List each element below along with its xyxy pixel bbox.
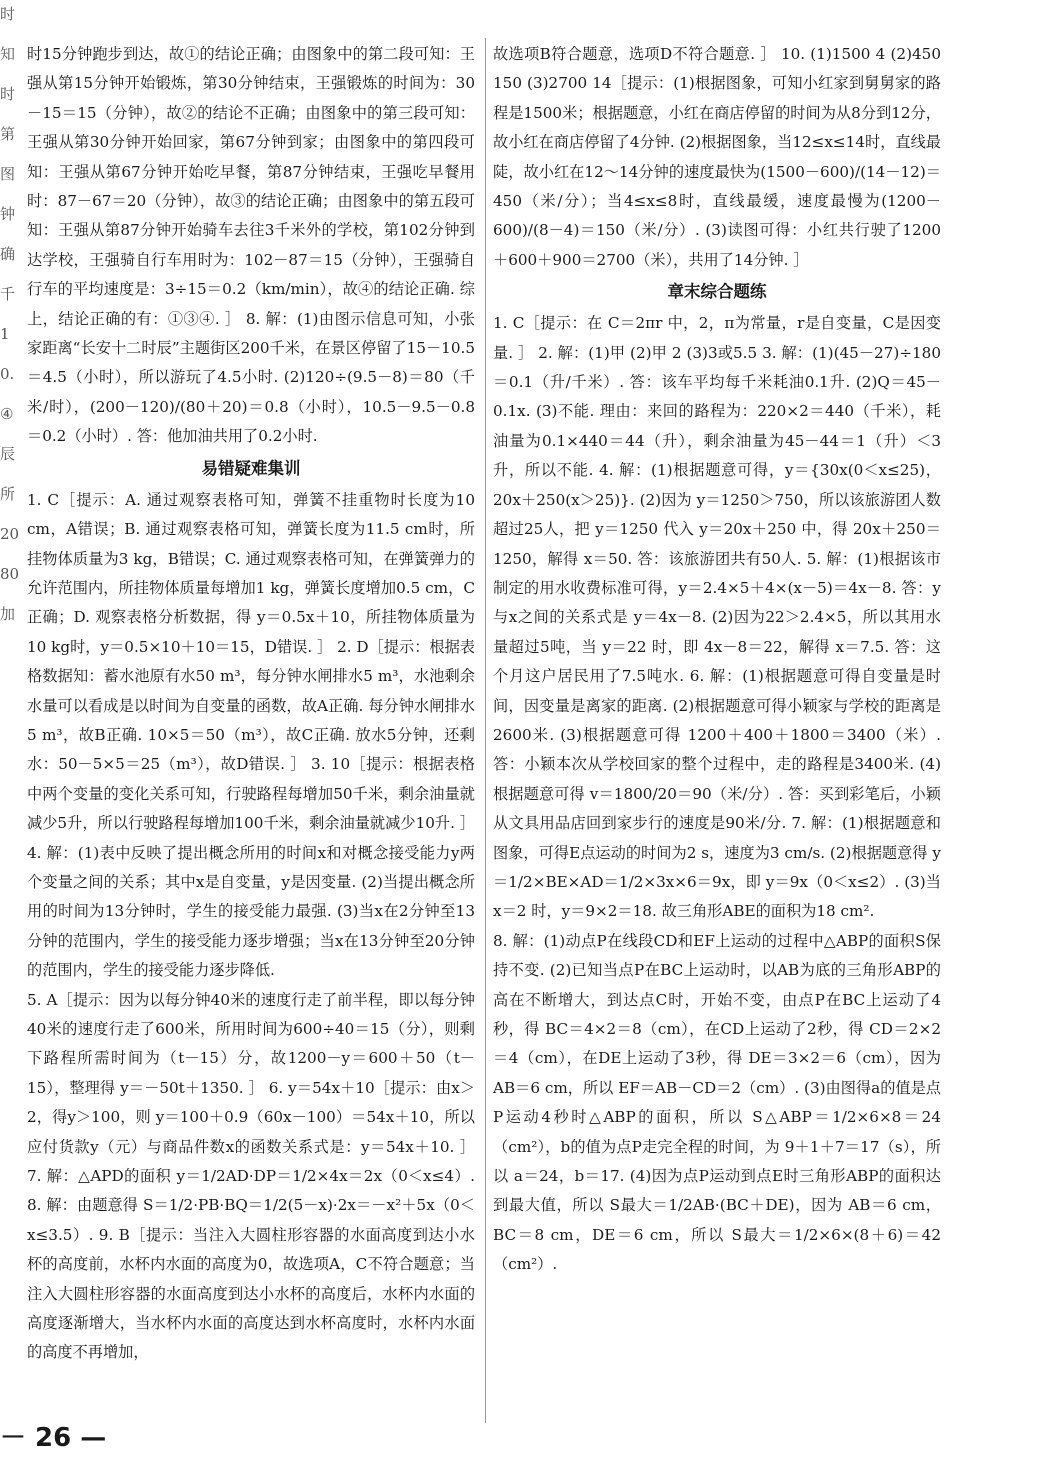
answer-paragraph: 1. C［提示：A. 通过观察表格可知，弹簧不挂重物时长度为10 cm，A错误；B. 通过观察表格可知，弹簧长度为11.5 cm时，所挂物体质量为3 kg，B错误；C. 通过观察表格可知，在弹簧弹力的允许范围内，所挂物体质量每增加1 kg，弹簧长度增加0.5 cm，C正确；D. 观察表格分析数据，得 y＝0.5x＋10，所挂物体质量为10 kg时，y＝0.5×10＋10＝15，D错误. ］ 2. D［提示：根据表格数据知：蓄水池原有水50 m³，每分钟水闸排水5 m³，水池剩余水量可以看成是以时间为自变量的函数，故A正确. 每分钟水闸排水5 m³，故B正确. 10×5＝50（m³），故C正确. 放水5分钟，还剩水：50－5×5＝25（m³），故D错误. ］ 3. 10［提示：根据表格中两个变量的变化关系可知，行驶路程每增加50千米，剩余油量就减少5升，所以行驶路程每增加100千米，剩余油量就减少10升. ］ 4. 解：(1)表中反映了提出概念所用的时间x和对概念接受能力y两个变量之间的关系；其中x是自变量，y是因变量. (2)当提出概念所用的时间为13分钟时，学生的接受能力最强. (3)当x在2分钟至13分钟的范围内，学生的接受能力逐步增强；当x在13分钟至20分钟的范围内，学生的接受能力逐步降低. (27, 490, 475, 980)
edge-fragment: 辰 (0, 445, 16, 463)
edge-fragment: 图 (0, 165, 16, 183)
answer-paragraph: 时15分钟跑步到达，故①的结论正确；由图象中的第二段可知：王强从第15分钟开始锻炼，第30分钟结束，王强锻炼的时间为：30－15＝15（分钟），故②的结论不正确；由图象中的第三段可知：王强从第30分钟开始回家，第67分钟到家；由图象中的第四段可知：王强从第67分钟开始吃早餐，第87分钟结束，王强吃早餐用时：87－67＝20（分钟），故③的结论正确；由图象中的第五段可知：王强从第87分钟开始骑车去往3千米外的学校，第102分钟到达学校，王强骑自行车用时为：102－87＝15（分钟），王强骑自行车的平均速度是：3÷15＝0.2（km/min），故④的结论正确. 综上，结论正确的有：①③④. ］ 8. 解：(1)由图示信息可知，小张家距离“长安十二时辰”主题街区200千米，在景区停留了15－10.5＝4.5（小时），所以游玩了4.5小时. (2)120÷(9.5－8)＝80（千米/时），(200－120)/(80＋20)＝0.8（小时），10.5－9.5－0.8＝0.2（小时）. 答：他加油共用了0.2小时. (27, 45, 475, 446)
answer-paragraph: 1. C［提示：在 C＝2πr 中，2，π为常量，r是自变量，C是因变量. ］ 2. 解：(1)甲 (2)甲 2 (3)3或5.5 3. 解：(1)(45－27)÷180＝0.1（升/千米）. 答：该车平均每千米耗油0.1升. (2)Q＝45－0.1x. (3)不能. 理由：来回的路程为：220×2＝440（千米），耗油量为0.1×440＝44（升），剩余油量为45－44＝1（升）＜3升，所以不能. 4. 解：(1)根据题意可得，y＝{30x(0＜x≤25)，20x＋250(x＞25)}. (2)因为 y＝1250＞750，所以该旅游团人数超过25人，把 y＝1250 代入 y＝20x＋250 中，得 20x＋250＝1250，解得 x＝50. 答：该旅游团共有50人. 5. 解：(1)根据该市制定的用水收费标准可得，y＝2.4×5＋4×(x－5)＝4x－8. 答：y与x之间的关系式是 y＝4x－8. (2)因为22＞2.4×5，所以其用水量超过5吨，当 y＝22 时，即 4x－8＝22，解得 x＝7.5. 答：这个月这户居民用了7.5吨水. 6. 解：(1)根据题意可得自变量是时间，因变量是离家的距离. (2)根据题意可得小颖家与学校的距离是2600米. (3)根据题意可得 1200＋400＋1800＝3400（米）. 答：小颖本次从学校回家的整个过程中，走的路程是3400米. (4)根据题意可得 v＝1800/20＝90（米/分）. 答：买到彩笔后，小颖从文具用品店回到家步行的速度是90米/分. 7. 解：(1)根据题意和图象，可得E点运动的时间为2 s，速度为3 cm/s. (2)根据题意得 y＝1/2×BE×AD＝1/2×3x×6＝9x，即 y＝9x（0＜x≤2）. (3)当 x＝2 时，y＝9×2＝18. 故三角形ABE的面积为18 cm². (493, 314, 941, 921)
edge-fragment: 时 (0, 5, 16, 23)
left-edge-cropped-text (0, 0, 20, 1420)
edge-fragment: 所 (0, 485, 16, 503)
edge-fragment: ④ (0, 405, 14, 423)
section-title: 章末综合题练 (667, 282, 767, 302)
column-divider (485, 38, 486, 1423)
edge-fragment: 千 (0, 285, 16, 303)
edge-fragment: 时 (0, 85, 16, 103)
answer-paragraph: 8. 解：(1)动点P在线段CD和EF上运动的过程中△ABP的面积S保持不变. (2)已知当点P在BC上运动时，以AB为底的三角形ABP的高在不断增大，到达点C时，开始不变，由点P在BC上运动了4秒，得 BC＝4×2＝8（cm），在CD上运动了2秒，得 CD＝2×2＝4（cm），在DE上运动了3秒，得 DE＝3×2＝6（cm），因为 AB＝6 cm，所以 EF＝AB－CD＝2（cm）. (3)由图得a的值是点P运动4秒时△ABP的面积，所以 S△ABP＝1/2×6×8＝24（cm²），b的值为点P走完全程的时间，为 9＋1＋7＝17（s），所以 a＝24，b＝17. (4)因为点P运动到点E时三角形ABP的面积达到最大值，所以 S最大＝1/2AB·(BC＋DE)，因为 AB＝6 cm，BC＝8 cm，DE＝6 cm，所以 S最大＝1/2×6×(8＋6)＝42（cm²）. (493, 931, 941, 1274)
answer-paragraph: 5. A［提示：因为以每分钟40米的速度行走了前半程，即以每分钟40米的速度行走了600米，所用时间为600÷40＝15（分），则剩下路程所需时间为（t－15）分，故1200－y＝600＋50（t－15），整理得 y＝－50t＋1350. ］ 6. y＝54x＋10［提示：由x＞2，得y＞100，则 y＝100＋0.9（60x－100）＝54x＋10，所以应付货款y（元）与商品件数x的函数关系式是：y＝54x＋10. ］ 7. 解：△APD的面积 y＝1/2AD·DP＝1/2×4x＝2x（0＜x≤4）. 8. 解：由题意得 S＝1/2·PB·BQ＝1/2(5－x)·2x＝－x²＋5x（0＜x≤3.5）. 9. B［提示：当注入大圆柱形容器的水面高度到达小水杯的高度前，水杯内水面的高度为0，故选项A，C不符合题意；当注入大圆柱形容器的水面高度到达小水杯的高度后，水杯内水面的高度逐渐增大，当水杯内水面的高度达到水杯高度时，水杯内水面的高度不再增加， (27, 990, 475, 1362)
edge-fragment: 钟 (0, 205, 16, 223)
edge-fragment: 确 (0, 245, 16, 263)
edge-fragment: 0. (0, 365, 15, 383)
edge-fragment: 第 (0, 125, 16, 143)
edge-fragment: 1 (0, 325, 10, 343)
edge-fragment: 80 (0, 565, 20, 583)
edge-fragment: 20 (0, 525, 20, 543)
page-number: － 26 — (0, 1423, 107, 1453)
edge-fragment: 加 (0, 605, 16, 623)
answer-paragraph: 故选项B符合题意，选项D不符合题意. ］ 10. (1)1500 4 (2)450 150 (3)2700 14［提示：(1)根据图象，可知小红家到舅舅家的路程是1500米；根据题意，小红在商店停留的时间为从8分到12分，故小红在商店停留了4分钟. (2)根据图象，当12≤x≤14时，直线最陡，故小红在12～14分钟的速度最快为(1500－600)/(14－12)＝450（米/分）；当4≤x≤8时，直线最缓，速度最慢为(1200－600)/(8－4)＝150（米/分）. (3)读图可得：小红共行驶了1200＋600＋900＝2700（米），共用了14分钟. ］ (493, 45, 941, 269)
right-column (493, 40, 941, 1420)
section-title: 易错疑难集训 (201, 458, 301, 478)
edge-fragment: 知 (0, 45, 16, 63)
left-column (27, 40, 475, 1420)
